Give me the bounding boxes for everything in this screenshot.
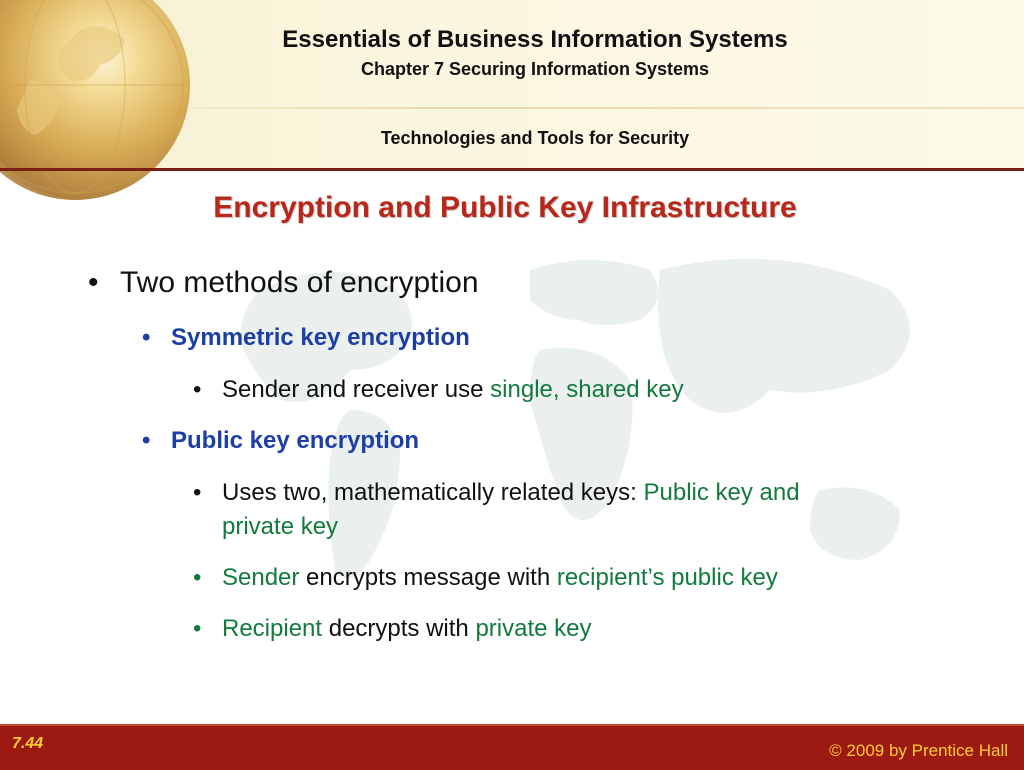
private-key-final-highlight: private key <box>475 615 592 642</box>
public-detail-keys-text: Uses two, mathematically related keys: <box>222 479 644 506</box>
public-detail-sender <box>222 564 778 592</box>
sender-detail-text: encrypts message with <box>299 564 557 591</box>
recipient-detail-text: decrypts with <box>322 615 476 642</box>
bullet-marker: • <box>193 479 202 506</box>
symmetric-key-highlight: single, shared key <box>490 376 684 403</box>
bullet-marker: • <box>142 427 151 454</box>
recipient-highlight: Recipient <box>222 615 323 642</box>
symmetric-detail <box>222 376 684 404</box>
chapter-title: Chapter 7 Securing Information Systems <box>360 59 710 79</box>
public-heading: Public key encryption <box>171 427 420 454</box>
slide-number: 7.44 <box>12 735 44 752</box>
symmetric-detail-text: Sender and receiver use <box>222 376 491 403</box>
bullet-marker: • <box>193 615 202 642</box>
copyright-notice: © 2009 by Prentice Hall <box>829 741 1008 760</box>
private-key-highlight: private key <box>222 513 339 540</box>
bullet-marker: • <box>142 324 151 351</box>
recipient-public-key-highlight: recipient’s public key <box>556 564 778 591</box>
bullet-marker: • <box>88 266 99 299</box>
book-title: Essentials of Business Information Systems <box>282 26 788 53</box>
main-bullet-text: Two methods of encryption <box>120 266 479 299</box>
public-key-highlight: Public key and <box>643 479 800 506</box>
public-detail-recipient <box>222 615 592 643</box>
symmetric-heading: Symmetric key encryption <box>171 324 470 351</box>
section-title: Technologies and Tools for Security <box>380 128 690 148</box>
public-detail-keys <box>222 479 800 507</box>
bullet-marker: • <box>193 564 202 591</box>
sender-highlight: Sender <box>222 564 300 591</box>
slide-title: Encryption and Public Key Infrastructure <box>213 191 797 224</box>
bullet-marker: • <box>193 376 202 403</box>
